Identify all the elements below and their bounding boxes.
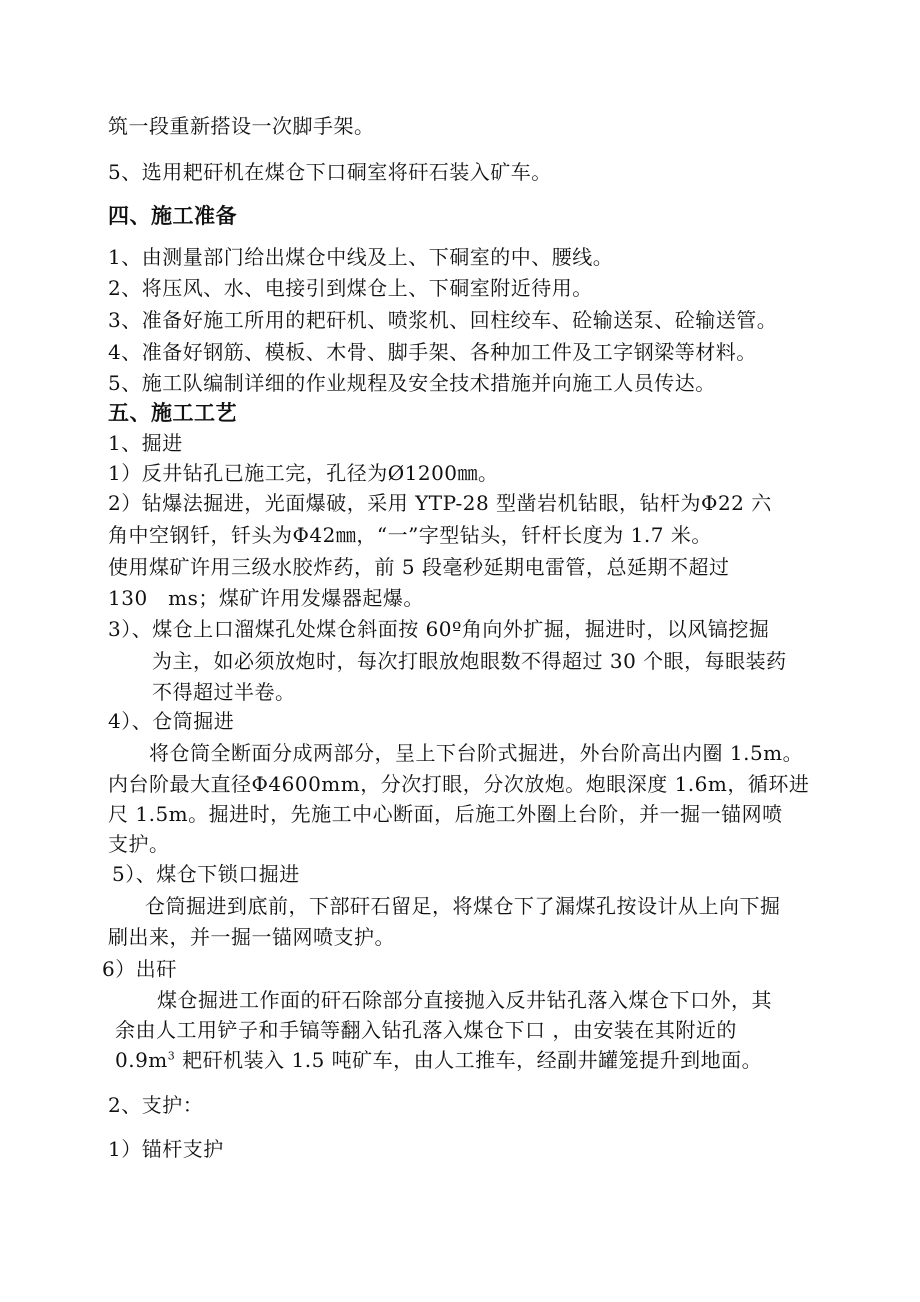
- excavation-item-3-line: 3）、煤仓上口溜煤孔处煤仓斜面按 60º角向外扩掘，掘进时，以风镐挖掘: [108, 617, 770, 641]
- excavation-item-2-line: 2）钻爆法掘进，光面爆破，采用 YTP-28 型凿岩机钻眼，钻杆为Φ22 六: [108, 491, 772, 515]
- subsection-support: 2、支护：: [108, 1093, 204, 1117]
- prep-item-4: 4、准备好钢筋、模板、木骨、脚手架、各种加工件及工字钢梁等材料。: [108, 340, 757, 364]
- section-heading-preparation: 四、施工准备: [108, 204, 237, 228]
- excavation-item-6-line: 煤仓掘进工作面的矸石除部分直接抛入反井钻孔落入煤仓下口外，其: [157, 988, 772, 1012]
- excavation-item-4-line: 内台阶最大直径Φ4600mm，分次打眼，分次放炮。炮眼深度 1.6m，循环进: [108, 772, 810, 796]
- prep-item-3: 3、准备好施工所用的耙矸机、喷浆机、回柱绞车、砼输送泵、砼输送管。: [108, 308, 778, 332]
- excavation-item-4-title: 4）、仓筒掘进: [108, 709, 235, 733]
- subsection-excavation: 1、掘进: [108, 431, 183, 455]
- excavation-item-4-line: 将仓筒全断面分成两部分，呈上下台阶式掘进，外台阶高出内圈 1.5m。: [149, 741, 804, 765]
- excavation-item-5-line: 刷出来，并一掘一锚网喷支护。: [108, 925, 395, 949]
- prep-item-2: 2、将压风、水、电接引到煤仓上、下硐室附近待用。: [108, 276, 593, 300]
- section-heading-process: 五、施工工艺: [108, 401, 237, 425]
- excavation-item-5-line: 仓筒掘进到底前，下部矸石留足，将煤仓下了漏煤孔按设计从上向下掘: [145, 894, 781, 918]
- prep-item-5: 5、施工队编制详细的作业规程及安全技术措施并向施工人员传达。: [108, 371, 716, 395]
- excavation-item-3-line: 不得超过半卷。: [152, 680, 296, 704]
- excavation-item-1: 1）反井钻孔已施工完，孔径为Ø1200㎜。: [108, 461, 499, 485]
- excavation-item-5-title: 5）、煤仓下锁口掘进: [112, 862, 300, 886]
- support-item-1: 1）锚杆支护: [108, 1137, 224, 1161]
- excavation-item-6-line: [115, 1046, 762, 1074]
- excavation-item-2-line: 角中空钢钎，钎头为Φ42㎜，“一”字型钻头，钎杆长度为 1.7 米。: [108, 523, 712, 547]
- excavation-item-3-line: 为主，如必须放炮时，每次打眼放炮眼数不得超过 30 个眼，每眼装药: [152, 649, 787, 673]
- paragraph-continuation: 筑一段重新搭设一次脚手架。: [108, 114, 375, 138]
- paragraph-item-5: 5、选用耙矸机在煤仓下口硐室将矸石装入矿车。: [108, 160, 552, 184]
- excavation-item-2-line: 130 ms；煤矿许用发爆器起爆。: [108, 586, 424, 610]
- volume-value: 0.9m: [115, 1048, 168, 1072]
- prep-item-1: 1、由测量部门给出煤仓中线及上、下硐室的中、腰线。: [108, 245, 614, 269]
- excavation-item-4-line: 尺 1.5m。掘进时，先施工中心断面，后施工外圈上台阶，并一掘一锚网喷: [108, 802, 783, 826]
- excavation-item-6-line: 余由人工用铲子和手镐等翻入钻孔落入煤仓下口 ，由安装在其附近的: [115, 1018, 737, 1042]
- excavation-item-4-line: 支护。: [108, 832, 170, 856]
- excavation-item-6-title: 6）出矸: [102, 957, 177, 981]
- excavation-item-6-line-rest: 耙矸机装入 1.5 吨矿车，由人工推车，经副井罐笼提升到地面。: [175, 1048, 763, 1072]
- volume-exponent: 3: [167, 1049, 176, 1063]
- excavation-item-2-line: 使用煤矿许用三级水胶炸药，前 5 段毫秒延期电雷管，总延期不超过: [108, 555, 730, 579]
